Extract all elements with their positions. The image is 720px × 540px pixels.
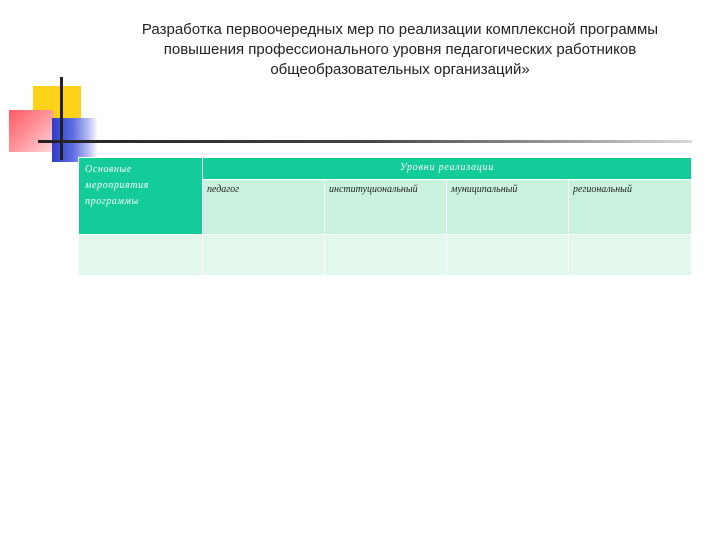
levels-table bbox=[78, 157, 692, 276]
header-level-teacher: педагог bbox=[203, 180, 325, 235]
header-level-municipal: муниципальный bbox=[447, 180, 569, 235]
table-cell bbox=[203, 235, 325, 276]
header-levels: Уровни реализации bbox=[203, 158, 692, 180]
header-main-activities: Основные мероприятия программы bbox=[79, 158, 203, 235]
slide-title bbox=[100, 20, 700, 80]
decor-horizontal-rule bbox=[38, 140, 692, 143]
table-cell bbox=[447, 235, 569, 276]
decor-vertical-line bbox=[60, 77, 63, 160]
table-cell bbox=[79, 235, 203, 276]
slide-title-line-1: Разработка первоочередных мер по реализации комплексной программы bbox=[141, 21, 659, 38]
table-row bbox=[79, 235, 692, 276]
slide-title-line-3: общеобразовательных организаций» bbox=[270, 61, 530, 78]
table-header-row bbox=[79, 158, 692, 180]
table-cell bbox=[325, 235, 447, 276]
decor-red-square bbox=[9, 110, 53, 152]
slide-title-line-2: повышения профессионального уровня педагогических работников bbox=[163, 41, 637, 58]
header-level-regional: региональный bbox=[569, 180, 692, 235]
header-level-institutional: институциональный bbox=[325, 180, 447, 235]
table-cell bbox=[569, 235, 692, 276]
